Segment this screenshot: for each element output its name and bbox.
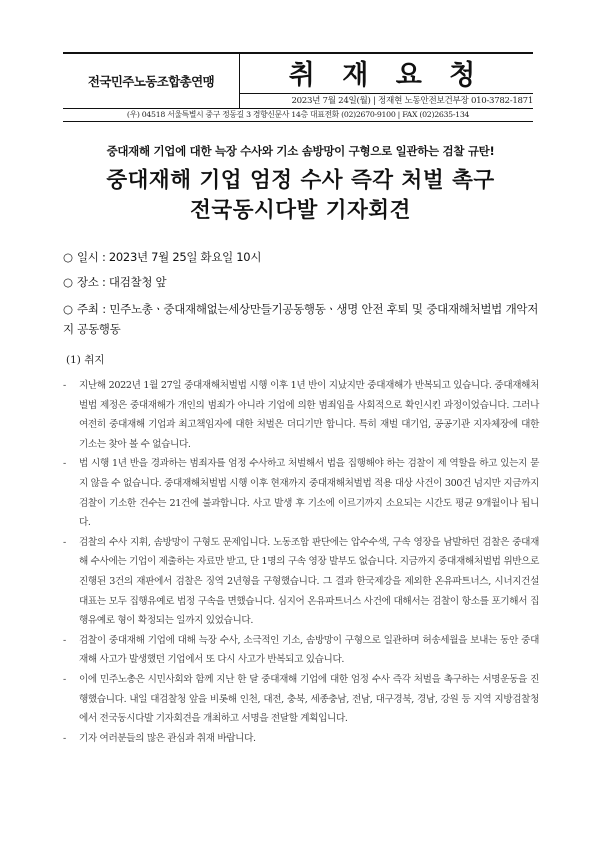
purpose-paragraphs — [63, 376, 539, 748]
circle-bullet-icon: ○ — [63, 302, 73, 316]
info-date-text: 일시 : 2023년 7월 25일 화요일 10시 — [77, 250, 262, 264]
section-heading: (1) 취지 — [66, 354, 105, 366]
info-date — [63, 249, 538, 265]
paragraph — [63, 454, 539, 532]
main-title-line-1: 중대재해 기업 엄정 수사 즉각 처벌 촉구 — [106, 168, 495, 193]
dash-bullet: - — [63, 634, 66, 646]
dash-bullet: - — [63, 732, 66, 744]
org-name: 전국민주노동조합총연맹 — [63, 54, 240, 108]
paragraph-text: 검찰의 수사 지휘, 솜방망이 구형도 문제입니다. 노동조합 판단에는 압수수색, 구속 영장을 남발하던 검찰은 중대재해 수사에는 기업이 제출하는 자료만 받고, 단 1명의 구속 영장 발부도 없습니다. 지금까지 중대재해처벌법 위반으로 진행된 3건의 재판에서 검찰은 징역 2년형을 구형했습니다. 그 결과 한국제강을 제외한 온유파트너스, 시너지건설 대표는 모두 집행유예로 법정 구속을 면했습니다. 심지어 온유파트너스 사건에 대해서는 검찰이 항소를 포기해서 집행유예로 형이 확정되는 일까지 있었습니다. — [79, 536, 539, 627]
paragraph — [63, 533, 539, 631]
paragraph — [63, 729, 539, 749]
circle-bullet-icon: ○ — [63, 250, 73, 264]
dash-bullet: - — [63, 458, 66, 470]
dash-bullet: - — [63, 673, 66, 685]
address-line: (우) 04518 서울특별시 중구 정동길 3 경향신문사 14층 대표전화 (02)2670-9100 | FAX (02)2635-134 — [63, 108, 533, 122]
info-place — [63, 274, 538, 290]
info-place-text: 장소 : 대검찰청 앞 — [77, 275, 167, 289]
dash-bullet: - — [63, 536, 66, 548]
subheadline: 중대재해 기업에 대한 늑장 수사와 기소 솜방망이 구형으로 일관하는 검찰 규탄! — [106, 144, 495, 158]
info-host — [63, 299, 538, 339]
circle-bullet-icon: ○ — [63, 275, 73, 289]
date-contact-line: 2023년 7월 24일(월) | 정재현 노동안전보건부장 010-3782-1871 — [240, 93, 533, 109]
header-box — [63, 52, 533, 118]
info-host-text: 주최 : 민주노총ㆍ중대재해없는세상만들기공동행동ㆍ생명 안전 후퇴 및 중대재해처벌법 개악저지 공동행동 — [63, 302, 538, 336]
document-type-title: 취 재 요 청 — [288, 59, 485, 91]
paragraph — [63, 376, 539, 454]
paragraph-text: 기자 여러분들의 많은 관심과 취재 바랍니다. — [79, 732, 256, 744]
paragraph-text: 법 시행 1년 반을 경과하는 범죄자를 엄정 수사하고 처벌해서 법을 집행해야 하는 검찰이 제 역할을 하고 있는지 묻지 않을 수 없습니다. 중대재해처벌법 시행 이후 현재까지 중대재해처벌법 적용 대상 사건이 300건 넘지만 지금까지 검찰이 기소한 건수는 21건에 불과합니다. 사고 발생 후 기소에 이르기까지 소요되는 시간도 평균 9개월이나 됩니다. — [79, 458, 539, 529]
paragraph — [63, 670, 539, 729]
main-title-line-2: 전국동시다발 기자회견 — [190, 198, 411, 223]
paragraph — [63, 631, 539, 670]
paragraph-text: 지난해 2022년 1월 27일 중대재해처벌법 시행 이후 1년 반이 지났지만 중대재해가 반복되고 있습니다. 중대재해처벌법 제정은 중대재해가 개인의 범죄가 아니라 기업에 의한 범죄임을 사회적으로 확인시킨 과정이었습니다. 그러나 여전히 중대재해 기업과 최고책임자에 대한 처벌은 더디기만 합니다. 특히 재벌 대기업, 공공기관 지자체장에 대한 기소는 찾아 볼 수 없습니다. — [79, 380, 539, 450]
paragraph-text: 이에 민주노총은 시민사회와 함께 지난 한 달 중대재해 기업에 대한 엄정 수사 즉각 처벌을 촉구하는 서명운동을 진행했습니다. 내일 대검찰청 앞을 비롯해 인천, 대전, 충북, 세종충남, 전남, 대구경북, 경남, 강원 등 지역 지방검찰청에서 전국동시다발 기자회견을 개최하고 서명을 전달할 계획입니다. — [79, 673, 539, 725]
paragraph-text: 검찰이 중대재해 기업에 대해 늑장 수사, 소극적인 기소, 솜방망이 구형으로 일관하며 허송세월을 보내는 동안 중대재해 사고가 발생했던 기업에서 또 다시 사고가 반복되고 있습니다. — [79, 634, 539, 666]
dash-bullet: - — [63, 380, 66, 391]
